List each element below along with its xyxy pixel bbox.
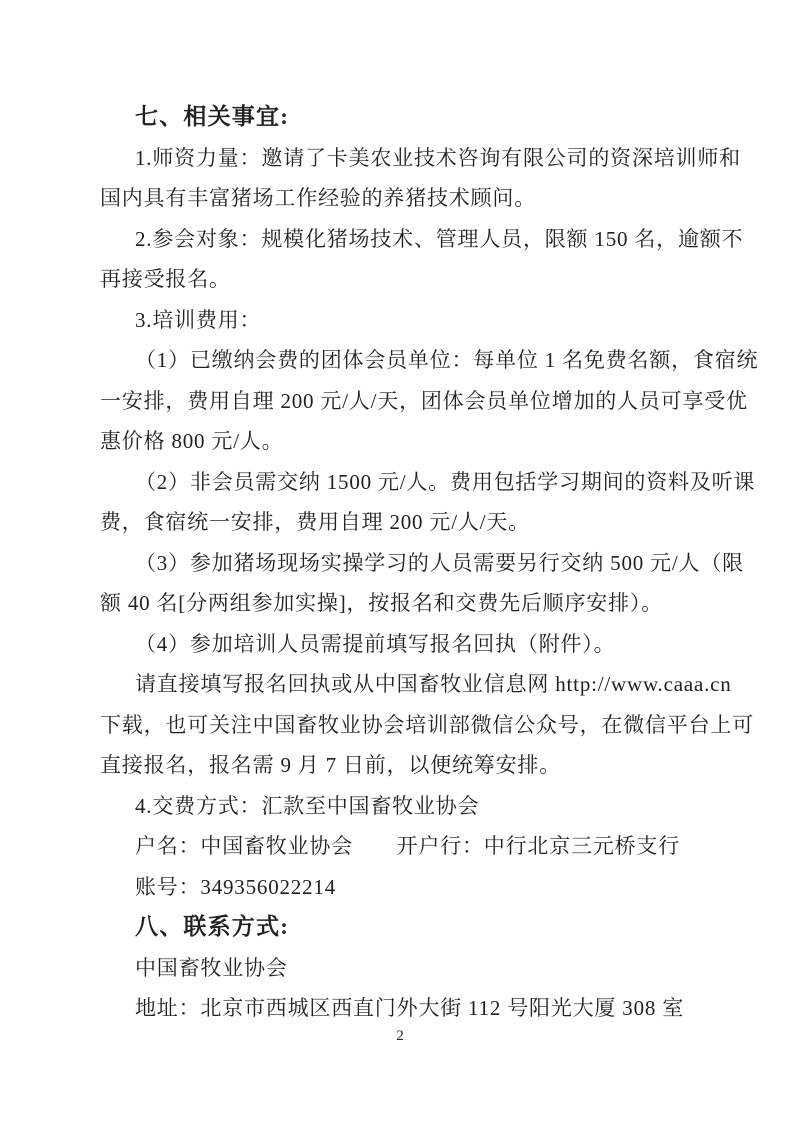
fee-item-1-line-3: 惠价格 800 元/人。 [100,429,284,453]
item-2-participants-line-2: 再接受报名。 [100,267,231,291]
section-7-heading: 七、相关事宜: [135,104,290,129]
contact-address: 地址：北京市西城区西直门外大街 112 号阳光大厦 308 室 [135,996,685,1020]
item-1-faculty-line-2: 国内具有丰富猪场工作经验的养猪技术顾问。 [100,186,536,210]
item-2-participants-line-1: 2.参会对象：规模化猪场技术、管理人员，限额 150 名，逾额不 [135,226,744,251]
document-body [100,97,759,1029]
account-name-and-bank: 户名：中国畜牧业协会 开户行：中行北京三元桥支行 [135,834,680,858]
item-3-fees-heading: 3.培训费用： [135,307,262,332]
item-1-faculty-line-1: 1.师资力量：邀请了卡美农业技术咨询有限公司的资深培训师和 [135,145,741,170]
fee-item-3-line-2: 额 40 名[分两组参加实操]，按报名和交费先后顺序安排）。 [100,591,663,615]
fee-item-3-line-1: （3）参加猪场现场实操学习的人员需要另行交纳 500 元/人（限 [135,550,744,575]
fee-item-2-line-1: （2）非会员需交纳 1500 元/人。费用包括学习期间的资料及听课 [135,469,756,494]
contact-organization: 中国畜牧业协会 [135,955,288,980]
fee-item-1-line-1: （1）已缴纳会费的团体会员单位：每单位 1 名免费名额，食宿统 [135,348,759,372]
fee-item-4-line-1: （4）参加培训人员需提前填写报名回执（附件）。 [135,631,616,656]
registration-line-1: 请直接填写报名回执或从中国畜牧业信息网 http://www.caaa.cn [135,672,732,696]
item-4-payment-method: 4.交费方式：汇款至中国畜牧业协会 [135,793,480,818]
registration-line-3: 直接报名，报名需 9 月 7 日前，以便统筹安排。 [100,753,561,777]
account-number: 账号：349356022214 [135,874,336,899]
registration-line-2: 下载，也可关注中国畜牧业协会培训部微信公众号，在微信平台上可 [100,712,754,737]
section-8-heading: 八、联系方式: [135,914,290,939]
page-number: 2 [396,1028,404,1044]
fee-item-2-line-2: 费，食宿统一安排，费用自理 200 元/人/天。 [100,510,530,534]
fee-item-1-line-2: 一安排，费用自理 200 元/人/天，团体会员单位增加的人员可享受优 [100,388,748,413]
